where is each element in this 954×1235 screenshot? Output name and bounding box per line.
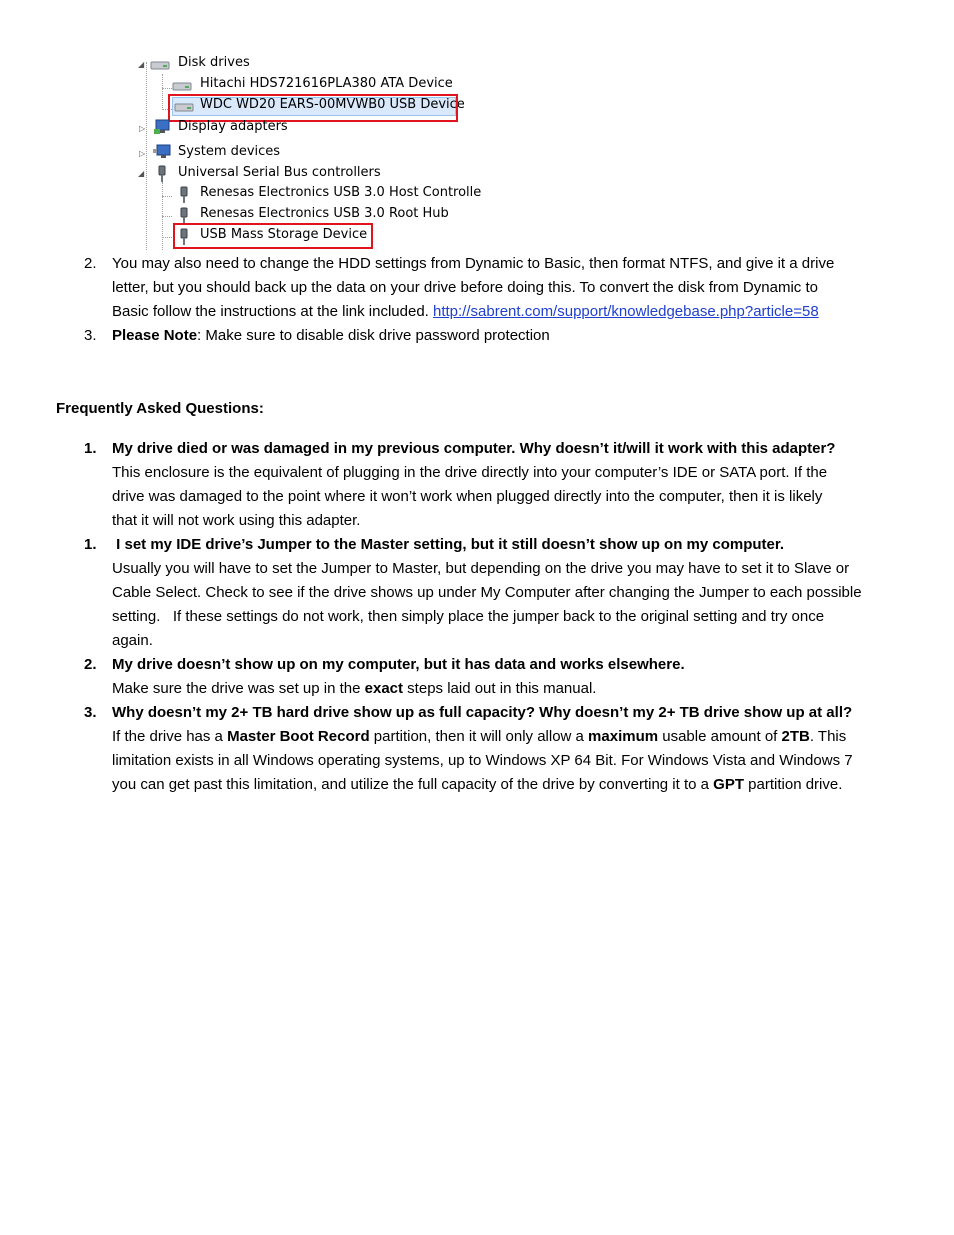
tree-connector — [162, 74, 163, 110]
faq-answer-line: again. — [112, 632, 153, 649]
highlight-box-wdc — [168, 94, 458, 122]
disk-drive-icon — [172, 78, 192, 92]
expand-arrow-icon[interactable]: ▷ — [139, 124, 146, 133]
knowledgebase-link[interactable]: http://sabrent.com/support/knowledgebase.php?article=58 — [433, 303, 819, 320]
faq-answer-line: Usually you will have to set the Jumper to Master, but depending on the drive you may have to set it to Slave or — [112, 560, 850, 577]
bold-label: Please Note — [112, 327, 198, 344]
faq-answer-line: drive was damaged to the point where it won’t work when plugged directly into the computer, then it is likely — [112, 488, 823, 505]
paragraph-line: letter, but you should back up the data on your drive before doing this. To convert the disk from Dynamic to — [112, 279, 818, 296]
faq-question: My drive doesn’t show up on my computer, but it has data and works elsewhere. — [112, 656, 685, 673]
faq-answer-line: that it will not work using this adapter. — [112, 512, 361, 529]
list-number: 2. — [84, 656, 97, 673]
list-number: 1. — [84, 536, 97, 553]
list-item-step-2 — [112, 252, 902, 324]
list-number: 3. — [84, 327, 97, 344]
answer-bold: GPT — [713, 776, 745, 793]
faq-question: I set my IDE drive’s Jumper to the Master setting, but it still doesn’t show up on my computer. — [112, 536, 785, 553]
highlight-box-usb-mass-storage — [173, 223, 373, 249]
computer-icon — [152, 144, 172, 160]
tree-item-usb-controllers[interactable]: Universal Serial Bus controllers — [178, 165, 381, 180]
tree-item-renesas-host[interactable]: Renesas Electronics USB 3.0 Host Controlle — [200, 185, 482, 200]
answer-text: you can get past this limitation, and utilize the full capacity of the drive by converting it to a — [112, 776, 714, 793]
faq-item-1 — [112, 437, 902, 533]
paragraph-line: You may also need to change the HDD settings from Dynamic to Basic, then format NTFS, and give it a drive — [112, 255, 835, 272]
paragraph-line — [112, 300, 902, 324]
answer-text: If the drive has a — [112, 728, 228, 745]
tree-item-renesas-hub[interactable]: Renesas Electronics USB 3.0 Root Hub — [200, 206, 449, 221]
faq-answer-line: This enclosure is the equivalent of plugging in the drive directly into your computer’s IDE or SATA port. If the — [112, 464, 828, 481]
paragraph-text: : Make sure to disable disk drive password protection — [197, 327, 550, 344]
list-number: 3. — [84, 704, 97, 721]
tree-item-hitachi[interactable]: Hitachi HDS721616PLA380 ATA Device — [200, 76, 453, 91]
answer-bold: exact — [364, 680, 404, 697]
collapse-arrow-icon[interactable]: ◢ — [138, 60, 145, 69]
tree-item-wdc[interactable]: WDC WD20 EARS-00MVWB0 USB Device — [200, 97, 465, 112]
faq-question: Why doesn’t my 2+ TB hard drive show up as full capacity? Why doesn’t my 2+ TB drive show up at all? — [112, 704, 853, 721]
answer-bold: Master Boot Record — [227, 728, 370, 745]
tree-connector — [162, 216, 172, 217]
monitor-icon — [154, 119, 172, 135]
paragraph-text: Basic follow the instructions at the link included. — [112, 303, 433, 320]
answer-text: usable amount of — [658, 728, 782, 745]
tree-connector — [146, 62, 147, 250]
tree-item-system-devices[interactable]: System devices — [178, 144, 281, 159]
tree-connector — [162, 237, 172, 238]
tree-connector — [162, 196, 172, 197]
disk-drive-icon — [150, 57, 170, 71]
expand-arrow-icon[interactable]: ▷ — [139, 149, 146, 158]
faq-answer-line: setting. If these settings do not work, then simply place the jumper back to the original setting and try once — [112, 608, 825, 625]
faq-answer-line — [112, 725, 902, 749]
faq-answer-line — [112, 773, 902, 797]
tree-item-disk-drives[interactable]: Disk drives — [178, 55, 250, 70]
faq-answer-line — [112, 677, 902, 701]
faq-item-2 — [112, 533, 902, 653]
answer-text: Make sure the drive was set up in the — [112, 680, 365, 697]
tree-connector — [162, 88, 172, 89]
usb-plug-icon — [156, 165, 168, 183]
answer-bold: 2TB — [781, 728, 810, 745]
list-number: 2. — [84, 255, 97, 272]
tree-item-usb-mass-storage[interactable]: USB Mass Storage Device — [200, 227, 368, 242]
faq-heading: Frequently Asked Questions: — [56, 400, 264, 417]
collapse-arrow-icon[interactable]: ◢ — [138, 169, 145, 178]
faq-question: My drive died or was damaged in my previous computer. Why doesn’t it/will it work with this adapter? — [112, 440, 836, 457]
answer-text: partition, then it will only allow a — [369, 728, 589, 745]
tree-item-display-adapters[interactable]: Display adapters — [178, 119, 288, 134]
answer-text: partition drive. — [744, 776, 843, 793]
usb-plug-icon — [178, 186, 190, 204]
answer-text: steps laid out in this manual. — [403, 680, 597, 697]
list-number: 1. — [84, 440, 97, 457]
faq-item-3 — [112, 653, 902, 701]
device-manager-tree — [136, 52, 482, 250]
answer-text: . This — [809, 728, 847, 745]
paragraph-line — [112, 324, 902, 348]
faq-answer-line: Cable Select. Check to see if the drive shows up under My Computer after changing the Jumper to each possible — [112, 584, 862, 601]
faq-item-4 — [112, 701, 902, 797]
list-item-step-3 — [112, 324, 902, 348]
answer-bold: maximum — [588, 728, 659, 745]
faq-answer-line: limitation exists in all Windows operating systems, up to Windows XP 64 Bit. For Windows Vista and Windows 7 — [112, 752, 853, 769]
